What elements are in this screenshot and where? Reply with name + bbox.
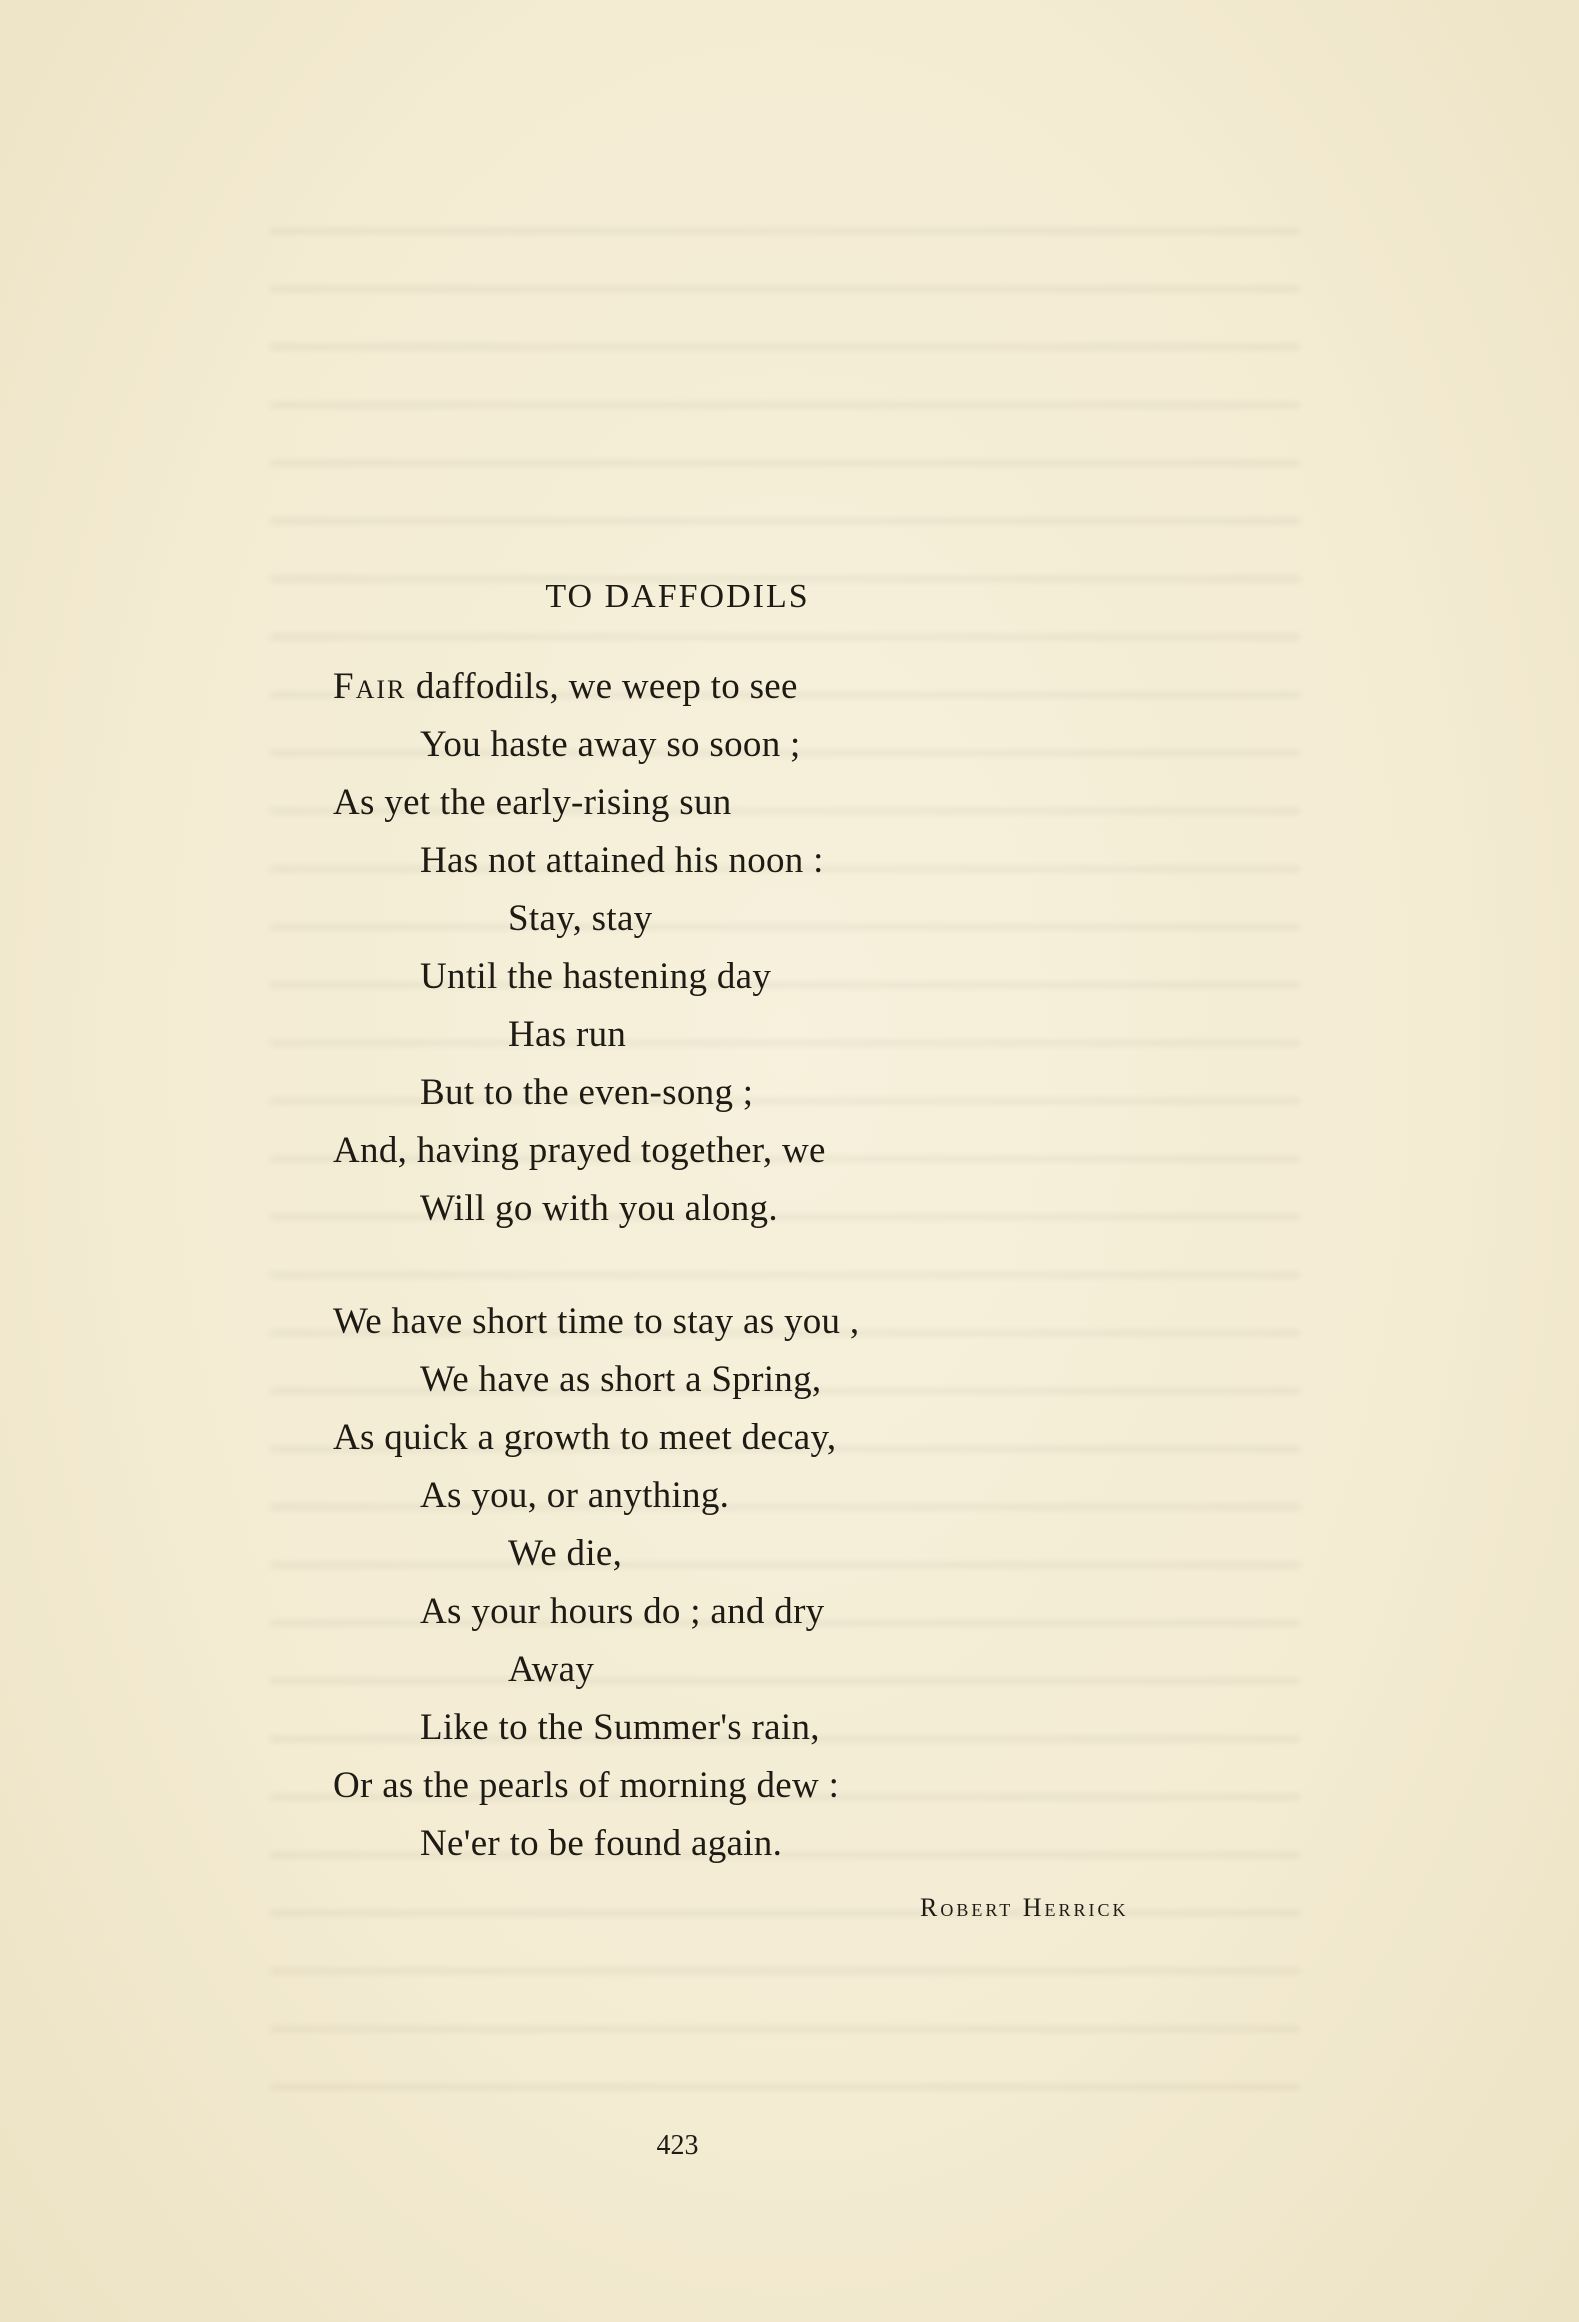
poem-line: But to the even-song ; — [420, 1072, 754, 1113]
poem-title: TO DAFFODILS — [545, 578, 810, 615]
poem-line: Like to the Summer's rain, — [420, 1707, 820, 1748]
poem-line: We have as short a Spring, — [420, 1359, 822, 1400]
poem-line — [333, 665, 798, 708]
poem-line: Has run — [508, 1014, 627, 1055]
page-number: 423 — [656, 2130, 699, 2161]
poem-line: As quick a growth to meet decay, — [333, 1417, 837, 1458]
poem-line: Or as the pearls of morning dew : — [333, 1765, 840, 1806]
poem-line: As your hours do ; and dry — [420, 1591, 825, 1632]
poem-line: Will go with you along. — [420, 1188, 778, 1229]
drop-word: Fair — [333, 666, 407, 707]
line-text: daffodils, we weep to see — [406, 666, 798, 707]
poem-line: You haste away so soon ; — [420, 724, 801, 765]
poem-line: Has not attained his noon : — [420, 840, 824, 881]
poem-line: We die, — [508, 1533, 623, 1574]
poem-line: Until the hastening day — [420, 956, 772, 997]
poem-line: As you, or anything. — [420, 1475, 730, 1516]
poem-line: Away — [508, 1649, 595, 1690]
poem-line: We have short time to stay as you , — [333, 1301, 860, 1342]
author-attribution: Robert Herrick — [920, 1893, 1129, 1922]
poem-line: As yet the early-rising sun — [333, 782, 732, 823]
poem-line: Ne'er to be found again. — [420, 1823, 783, 1864]
poem-line: Stay, stay — [508, 898, 653, 939]
poem-line: And, having prayed together, we — [333, 1130, 826, 1171]
